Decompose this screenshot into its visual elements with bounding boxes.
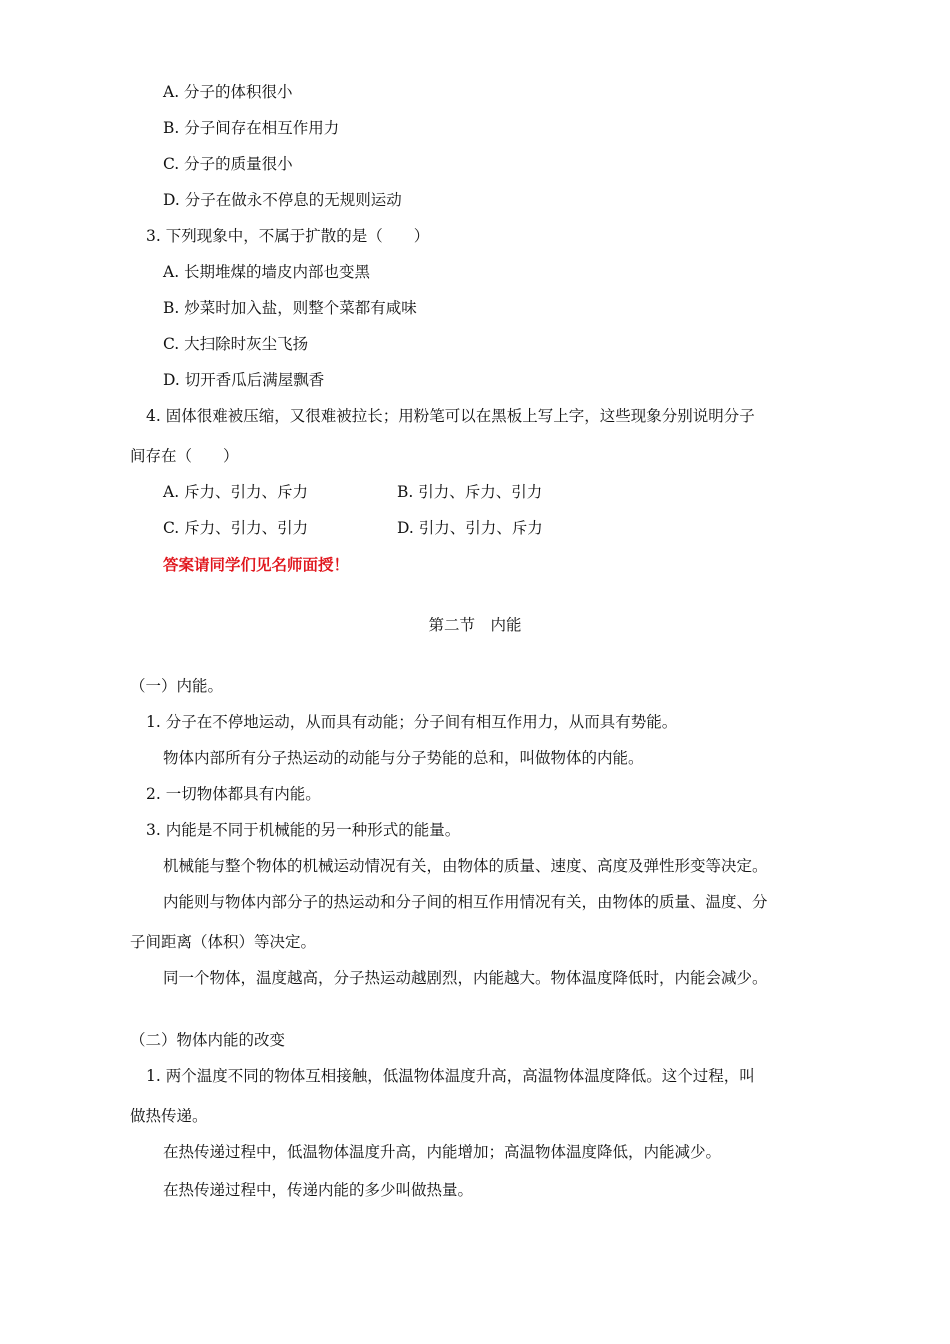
- part1-line: 内能则与物体内部分子的热运动和分子间的相互作用情况有关，由物体的质量、温度、分: [163, 893, 768, 911]
- part1-line: 同一个物体，温度越高，分子热运动越剧烈，内能越大。物体温度降低时，内能会减少。: [163, 969, 768, 987]
- q3-option-d: D. 切开香瓜后满屋飘香: [163, 371, 325, 389]
- q3-option-a: A. 长期堆煤的墙皮内部也变黑: [163, 263, 371, 281]
- q4-option-b: B. 引力、斥力、引力: [397, 483, 543, 501]
- q4-stem-line2: 间存在（ ）: [130, 447, 239, 465]
- part1-line: 2. 一切物体都具有内能。: [146, 785, 321, 803]
- q3-stem: 3. 下列现象中，不属于扩散的是（ ）: [146, 227, 430, 245]
- part1-line: 机械能与整个物体的机械运动情况有关，由物体的质量、速度、高度及弹性形变等决定。: [163, 857, 768, 875]
- part1-line: 1. 分子在不停地运动，从而具有动能；分子间有相互作用力，从而具有势能。: [146, 713, 678, 731]
- q2-option-b: B. 分子间存在相互作用力: [163, 119, 340, 137]
- q4-option-d: D. 引力、引力、斥力: [397, 519, 543, 537]
- answer-note: 答案请同学们见名师面授！: [163, 556, 350, 574]
- part1-line: 3. 内能是不同于机械能的另一种形式的能量。: [146, 821, 461, 839]
- q4-option-a: A. 斥力、引力、斥力: [163, 483, 309, 501]
- part2-heading: （二）物体内能的改变: [130, 1031, 286, 1049]
- q2-option-c: C. 分子的质量很小: [163, 155, 293, 173]
- part2-line: 1. 两个温度不同的物体互相接触，低温物体温度升高，高温物体温度降低。这个过程，叫: [146, 1067, 755, 1085]
- part2-line: 在热传递过程中，传递内能的多少叫做热量。: [163, 1181, 474, 1199]
- part1-line: 物体内部所有分子热运动的动能与分子势能的总和，叫做物体的内能。: [163, 749, 644, 767]
- part2-line: 在热传递过程中，低温物体温度升高，内能增加；高温物体温度降低，内能减少。: [163, 1143, 722, 1161]
- q2-option-a: A. 分子的体积很小: [163, 83, 293, 101]
- q4-option-c: C. 斥力、引力、引力: [163, 519, 309, 537]
- section-title: 第二节 内能: [428, 616, 522, 634]
- part1-heading: （一）内能。: [130, 677, 224, 695]
- q2-option-d: D. 分子在做永不停息的无规则运动: [163, 191, 402, 209]
- part1-line: 子间距离（体积）等决定。: [130, 933, 317, 951]
- q4-stem-line1: 4. 固体很难被压缩，又很难被拉长；用粉笔可以在黑板上写上字，这些现象分别说明分子: [146, 407, 755, 425]
- q3-option-b: B. 炒菜时加入盐，则整个菜都有咸味: [163, 299, 417, 317]
- q3-option-c: C. 大扫除时灰尘飞扬: [163, 335, 309, 353]
- part2-line: 做热传递。: [130, 1107, 208, 1125]
